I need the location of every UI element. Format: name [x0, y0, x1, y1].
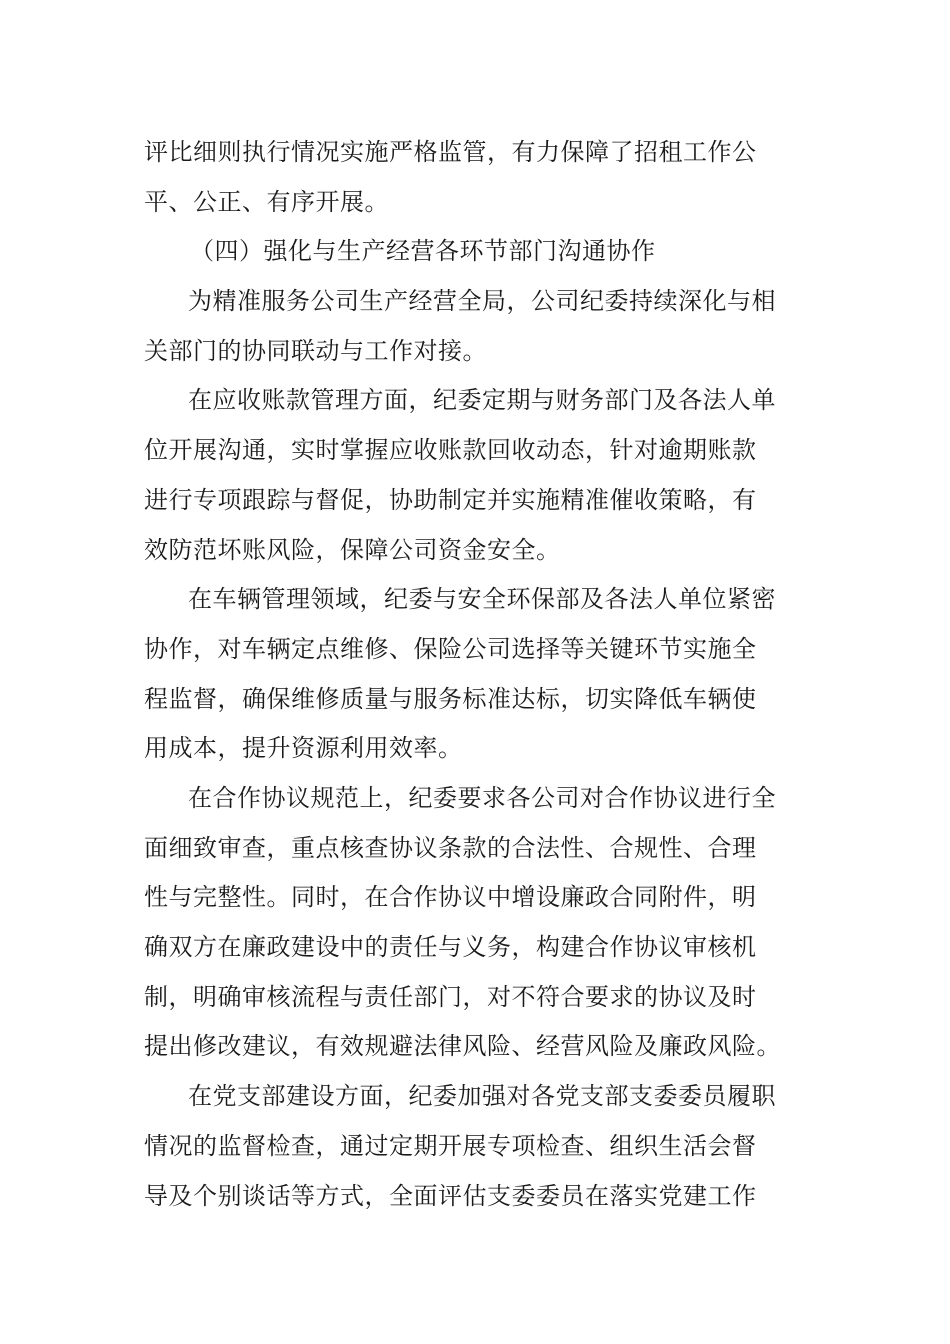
text-line: 确双方在廉政建设中的责任与义务，构建合作协议审核机	[144, 933, 757, 961]
text-line: 用成本，提升资源利用效率。	[144, 734, 463, 762]
text-line: 评比细则执行情况实施严格监管，有力保障了招租工作公	[144, 138, 757, 166]
text-line: 在党支部建设方面，纪委加强对各党支部支委委员履职	[188, 1082, 776, 1110]
text-line: 程监督，确保维修质量与服务标准达标，切实降低车辆使	[144, 685, 757, 713]
text-line: 面细致审查，重点核查协议条款的合法性、合规性、合理	[144, 834, 757, 862]
text-line: 性与完整性。同时，在合作协议中增设廉政合同附件，明	[144, 883, 757, 911]
text-line: 协作，对车辆定点维修、保险公司选择等关键环节实施全	[144, 635, 757, 663]
text-line: 导及个别谈话等方式，全面评估支委委员在落实党建工作	[144, 1182, 757, 1210]
text-line: 效防范坏账风险，保障公司资金安全。	[144, 536, 561, 564]
text-line: 制，明确审核流程与责任部门，对不符合要求的协议及时	[144, 983, 757, 1011]
text-line: 情况的监督检查，通过定期开展专项检查、组织生活会督	[144, 1132, 757, 1160]
text-line: 为精准服务公司生产经营全局，公司纪委持续深化与相	[188, 287, 776, 315]
text-line: 位开展沟通，实时掌握应收账款回收动态，针对逾期账款	[144, 436, 757, 464]
section-heading: （四）强化与生产经营各环节部门沟通协作	[190, 237, 656, 265]
text-line: 进行专项跟踪与督促，协助制定并实施精准催收策略，有	[144, 486, 757, 514]
text-line: 提出修改建议，有效规避法律风险、经营风险及廉政风险。	[144, 1032, 781, 1060]
text-line: 在合作协议规范上，纪委要求各公司对合作协议进行全	[188, 784, 776, 812]
text-line: 在车辆管理领域，纪委与安全环保部及各法人单位紧密	[188, 585, 776, 613]
text-line: 关部门的协同联动与工作对接。	[144, 337, 487, 365]
text-line: 平、公正、有序开展。	[144, 188, 389, 216]
text-line: 在应收账款管理方面，纪委定期与财务部门及各法人单	[188, 386, 776, 414]
